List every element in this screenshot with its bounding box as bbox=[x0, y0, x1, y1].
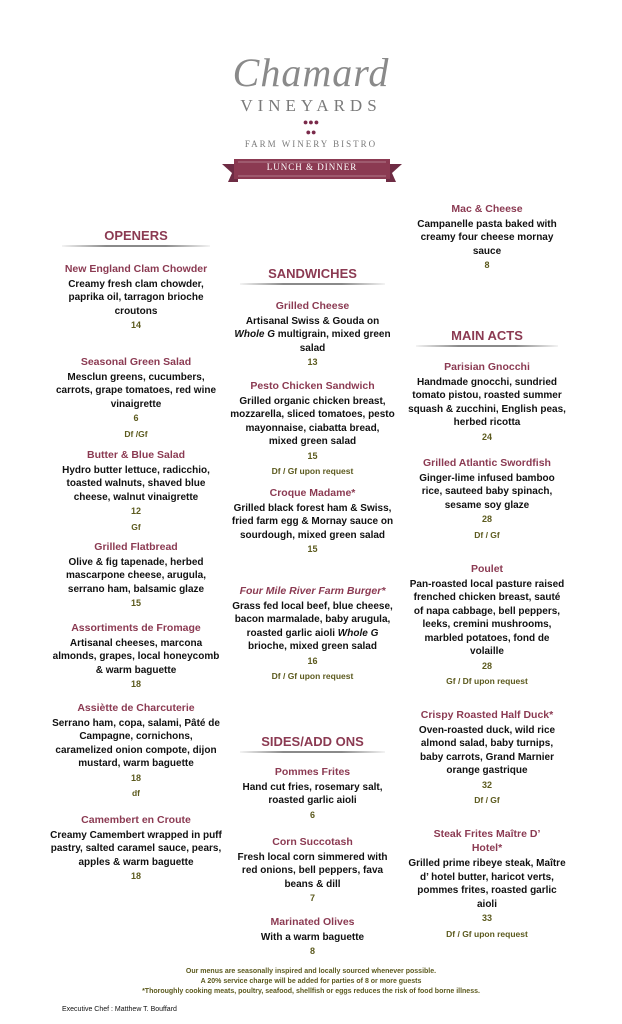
item-price: 8 bbox=[309, 946, 315, 956]
item-name: Steak Frites Maître D’ Hotel* bbox=[433, 828, 541, 854]
menu-item bbox=[50, 622, 222, 692]
dietary-note: Df / Gf upon request bbox=[271, 671, 354, 681]
item-price: 28 bbox=[481, 660, 492, 671]
menu-item bbox=[408, 709, 566, 808]
menu-item bbox=[230, 916, 395, 959]
item-description: Handmade gnocchi, sundried tomato pistou, roasted summer squash & zucchini, English peas, herbed ricotta bbox=[408, 376, 566, 428]
logo-subtitle: FARM WINERY BISTRO bbox=[244, 139, 378, 149]
item-description: Ginger-lime infused bamboo rice, sauteed baby spinach, sesame soy glaze bbox=[419, 472, 555, 511]
item-name: Grilled Cheese bbox=[275, 300, 350, 312]
item-price: 16 bbox=[307, 655, 318, 666]
item-name: Pommes Frites bbox=[274, 766, 351, 778]
openers-divider bbox=[62, 245, 210, 247]
item-description: Grilled organic chicken breast, mozzarella, sliced tomatoes, pesto mayonnaise, ciabatta bread, mixed green salad bbox=[230, 395, 395, 447]
main-acts-title: MAIN ACTS bbox=[451, 328, 523, 343]
item-name: Pesto Chicken Sandwich bbox=[250, 380, 375, 392]
sourcing-note: Our menus are seasonally inspired and locally sourced whenever possible. bbox=[185, 968, 437, 975]
item-name: Corn Succotash bbox=[272, 836, 353, 848]
item-description: Mesclun greens, cucumbers, carrots, grape tomatoes, red wine vinaigrette bbox=[55, 371, 217, 410]
restaurant-logo bbox=[0, 52, 622, 149]
item-name: Four Mile River Farm Burger* bbox=[239, 585, 386, 597]
dietary-note: df bbox=[131, 788, 141, 798]
item-description: Grilled prime ribeye steak, Maître d’ hotel butter, haricot verts, pommes frites, roasted garlic aioli bbox=[408, 858, 566, 910]
executive-chef: Executive Chef : Matthew T. Bouffard bbox=[62, 1006, 177, 1013]
menu-item bbox=[50, 263, 222, 333]
menu-item bbox=[230, 585, 395, 684]
description-italic: Whole G bbox=[337, 627, 379, 639]
sides-divider bbox=[240, 751, 385, 753]
sandwiches-divider bbox=[240, 283, 385, 285]
item-name: Assiètte de Charcuterie bbox=[77, 702, 195, 714]
menu-item bbox=[50, 702, 222, 801]
item-name: Grilled Atlantic Swordfish bbox=[423, 457, 551, 469]
item-name: Croque Madame* bbox=[269, 487, 356, 499]
item-description: Creamy Camembert wrapped in puff pastry, salted caramel sauce, pears, apples & warm baguette bbox=[50, 829, 222, 868]
item-description: With a warm baguette bbox=[260, 931, 365, 943]
item-price: 24 bbox=[481, 431, 492, 442]
menu-item bbox=[230, 300, 395, 370]
item-description: Hand cut fries, rosemary salt, roasted garlic aioli bbox=[242, 781, 383, 806]
item-name: Camembert en Croute bbox=[81, 814, 191, 826]
menu-item bbox=[230, 487, 395, 557]
sandwiches-title: SANDWICHES bbox=[268, 266, 357, 281]
item-price: 28 bbox=[481, 514, 492, 524]
menu-item-details bbox=[408, 857, 566, 941]
sides-title: SIDES/ADD ONS bbox=[261, 734, 364, 749]
menu-footer bbox=[0, 967, 622, 997]
item-description: Olive & fig tapenade, herbed mascarpone cheese, arugula, serrano ham, balsamic glaze bbox=[65, 556, 207, 595]
item-description: Oven-roasted duck, wild rice almond salad, baby turnips, baby carrots, Grand Marnier orange gastrique bbox=[418, 724, 556, 776]
item-name: Marinated Olives bbox=[270, 916, 355, 928]
item-description: Hydro butter lettuce, radicchio, toasted walnuts, shaved blue cheese, walnut vinaigrette bbox=[62, 464, 210, 503]
item-name: Butter & Blue Salad bbox=[86, 449, 186, 461]
item-description bbox=[230, 315, 395, 356]
menu-item bbox=[50, 356, 222, 441]
menu-item bbox=[408, 361, 566, 444]
menu-item bbox=[50, 541, 222, 611]
logo-vineyards: VINEYARDS bbox=[240, 96, 382, 115]
food-safety-note: *Thoroughly cooking meats, poultry, seafood, shellfish or eggs reduces the risk of food borne illness. bbox=[142, 988, 480, 995]
item-description: Campanelle pasta baked with creamy four cheese mornay sauce bbox=[417, 218, 557, 257]
item-name: Seasonal Green Salad bbox=[80, 356, 192, 368]
dietary-note: Df / Gf bbox=[474, 529, 500, 540]
dietary-note: Gf bbox=[131, 521, 141, 532]
item-price: 13 bbox=[307, 357, 318, 367]
item-price: 15 bbox=[307, 450, 318, 461]
item-description: Serrano ham, copa, salami, Pâté de Campagne, cornichons, caramelized onion compote, dijon mustard, warm baguette bbox=[52, 717, 220, 769]
menu-item bbox=[408, 203, 566, 273]
item-name: Poulet bbox=[470, 563, 504, 575]
menu-item bbox=[408, 563, 566, 689]
openers-title: OPENERS bbox=[104, 228, 168, 243]
menu-item bbox=[230, 836, 395, 906]
item-price: 7 bbox=[309, 893, 315, 903]
main-acts-divider bbox=[416, 345, 558, 347]
description-part: multigrain, mixed green salad bbox=[277, 329, 391, 354]
banner-label: LUNCH & DINNER bbox=[266, 162, 358, 172]
item-price: 15 bbox=[307, 544, 318, 554]
item-description: Fresh local corn simmered with red onions, bell peppers, fava beans & dill bbox=[237, 851, 388, 890]
meal-banner bbox=[222, 156, 402, 186]
item-price: 18 bbox=[130, 772, 141, 783]
menu-item bbox=[230, 766, 395, 822]
dietary-note: Df /Gf bbox=[124, 428, 148, 439]
item-name: Crispy Roasted Half Duck* bbox=[420, 709, 554, 721]
item-name: New England Clam Chowder bbox=[64, 263, 208, 275]
dietary-note: Df / Gf upon request bbox=[271, 466, 354, 476]
item-price: 8 bbox=[484, 260, 490, 270]
item-description: Artisanal cheeses, marcona almonds, grapes, local honeycomb & warm baguette bbox=[52, 637, 220, 676]
description-part: Grass fed local beef, blue cheese, bacon marmalade, baby arugula, roasted garlic aioli bbox=[232, 600, 393, 639]
item-name: Grilled Flatbread bbox=[94, 541, 178, 553]
description-part: Artisanal Swiss & Gouda on bbox=[245, 315, 380, 327]
item-name: Assortiments de Fromage bbox=[71, 622, 201, 634]
item-description: Pan-roasted local pasture raised frenched chicken breast, sauté of napa cabbage, bell peppers, leeks, cremini mushrooms, marbled potatoes, fond de volaille bbox=[409, 578, 565, 657]
item-price: 6 bbox=[309, 809, 315, 820]
menu-item bbox=[408, 457, 566, 542]
item-description: Grilled black forest ham & Swiss, fried farm egg & Mornay sauce on sourdough, mixed green salad bbox=[231, 502, 394, 541]
item-description: Creamy fresh clam chowder, paprika oil, tarragon brioche croutons bbox=[68, 278, 204, 317]
item-description bbox=[230, 600, 395, 654]
item-name: Parisian Gnocchi bbox=[444, 361, 530, 373]
item-price: 32 bbox=[481, 779, 492, 790]
menu-item bbox=[230, 380, 395, 479]
menu-item bbox=[50, 814, 222, 884]
item-price: 12 bbox=[130, 506, 141, 516]
item-name: Mac & Cheese bbox=[451, 203, 523, 215]
dietary-note: Df / Gf upon request bbox=[446, 928, 528, 939]
item-price: 18 bbox=[130, 679, 141, 689]
service-charge-note: A 20% service charge will be added for parties of 8 or more guests bbox=[200, 978, 422, 985]
menu-item bbox=[50, 449, 222, 534]
description-italic: Whole G bbox=[234, 329, 275, 340]
item-price: 15 bbox=[130, 598, 141, 608]
logo-script: Chamard bbox=[232, 50, 390, 95]
item-price: 18 bbox=[130, 871, 141, 881]
dietary-note: Gf / Df upon request bbox=[446, 676, 528, 686]
item-price: 33 bbox=[481, 913, 492, 923]
grape-cluster-icon: ●●● ●● bbox=[302, 117, 320, 137]
description-part: brioche, mixed green salad bbox=[248, 641, 377, 652]
item-price: 6 bbox=[133, 413, 139, 423]
menu-item bbox=[432, 828, 542, 856]
dietary-note: Df / Gf bbox=[474, 795, 500, 805]
item-price: 14 bbox=[130, 320, 141, 330]
